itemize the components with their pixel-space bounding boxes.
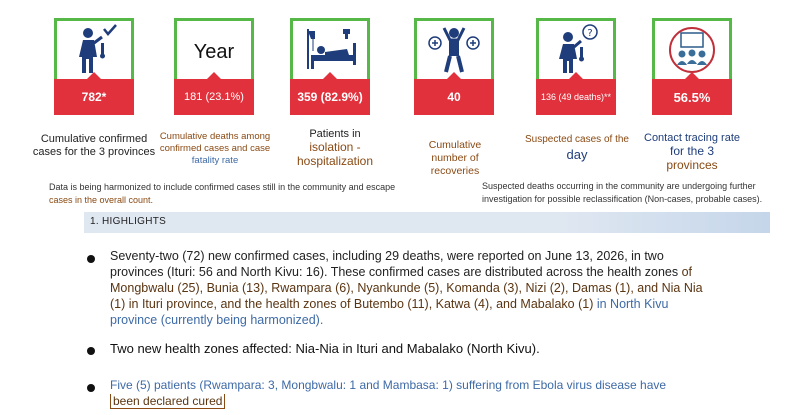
harmonization-note-line2: cases in the overall count. — [49, 195, 154, 205]
suspected-caption-line1: Suspected cases of the — [525, 134, 629, 145]
stat-card-isolation — [290, 18, 370, 112]
sick-person-icon — [57, 21, 131, 79]
confirmed-caption: Cumulative confirmed cases for the 3 provinces — [32, 133, 156, 158]
cured-text: Five (5) patients (Rwampara: 3, Mongbwalu: 1 and Mambasa: 1) suffering from Ebola virus disease have — [110, 378, 667, 392]
stat-card-confirmed — [54, 18, 134, 112]
deaths-value: 181 (23.1%) — [174, 79, 254, 115]
contact-tracing-line1: Contact tracing rate — [644, 132, 740, 144]
contact-tracing-line3: provinces — [666, 158, 718, 172]
isolation-caption — [286, 128, 384, 169]
highlight-new-cases — [110, 248, 715, 328]
suspected-deaths-note: Suspected deaths occurring in the community are undergoing further investigation for possible reclassification (Non-cases, probable cases). — [482, 181, 763, 204]
health-zones-text: of Mongbwalu (25), Bunia (13), Rwampara (6), Nyankunde (5), Komanda (3), Nizi (2), Damas (1), and Nia Nia (1) in Ituri province, and the health zones of Butembo (11), Katwa (4), and Mabalako (1) — [110, 265, 703, 311]
suspected-value: 136 (49 deaths)** — [536, 79, 616, 115]
north-kivu-text: in North Kivu province (currently being harmonized). — [110, 297, 669, 327]
stat-card-contact-tracing — [652, 18, 732, 112]
deaths-caption-line: Cumulative deaths among confirmed cases and case — [159, 131, 271, 154]
isolation-caption-line2: isolation - — [309, 140, 361, 154]
contact-tracing-caption — [634, 132, 750, 173]
stat-card-recoveries — [414, 18, 494, 112]
year-icon — [177, 21, 251, 79]
bullet-point — [87, 255, 95, 263]
fatality-rate-label: fatality rate — [191, 155, 239, 166]
recoveries-value: 40 — [414, 79, 494, 115]
contact-tracing-icon — [655, 21, 729, 79]
highlight-new-zones: Two new health zones affected: Nia-Nia in Ituri and Mabalako (North Kivu). — [110, 341, 540, 356]
harmonization-note-line1: Data is being harmonized to include confirmed cases still in the community and escape — [49, 182, 396, 192]
highlight-cured — [110, 377, 750, 409]
suspected-caption — [522, 133, 632, 164]
stat-card-deaths — [174, 18, 254, 112]
bullet-point — [87, 347, 95, 355]
svg-text:?: ? — [587, 28, 593, 39]
highlights-title: 1. HIGHLIGHTS — [90, 216, 167, 227]
harmonization-note — [49, 181, 459, 207]
recovered-person-icon — [417, 21, 491, 79]
confirmed-value: 782* — [54, 79, 134, 115]
isolation-value: 359 (82.9%) — [290, 79, 370, 115]
bullet-point — [87, 384, 95, 392]
recoveries-caption: Cumulative number of recoveries — [428, 139, 482, 177]
hospital-bed-icon — [293, 21, 367, 79]
declared-cured-text: been declared cured — [110, 394, 225, 409]
stat-card-suspected — [536, 18, 616, 112]
suspected-person-icon — [539, 21, 613, 79]
year-label: Year — [193, 40, 235, 63]
contact-tracing-line2: for the 3 — [669, 144, 715, 158]
highlights-header — [84, 212, 770, 233]
isolation-caption-line1: Patients in — [309, 128, 361, 140]
isolation-caption-line3: hospitalization — [296, 154, 374, 168]
contact-tracing-value: 56.5% — [652, 79, 732, 115]
suspected-caption-line2: day — [566, 147, 588, 162]
deaths-caption — [158, 131, 272, 167]
new-cases-text: Seventy-two (72) new confirmed cases, including 29 deaths, were reported on June 13, 2026, in two provinces (Ituri: 56 and North Kivu: 16). These confirmed cases are distributed across the health zones — [110, 249, 679, 279]
